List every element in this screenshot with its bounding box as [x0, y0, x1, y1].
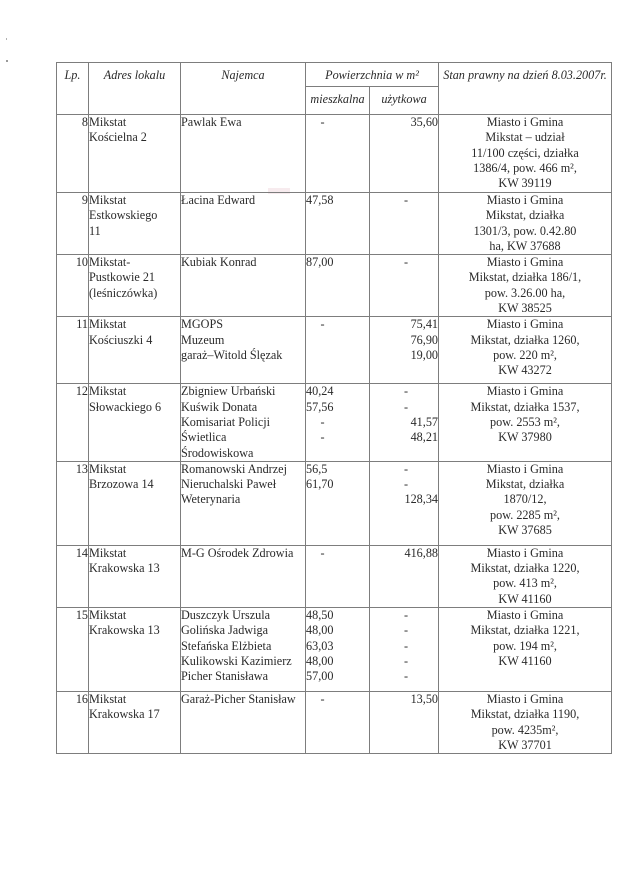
col-usable-header: użytkowa [370, 87, 439, 115]
residential-area-cell [306, 461, 370, 545]
usable-area-cell-line: 41,57 [410, 414, 438, 429]
lease-table [56, 62, 612, 754]
usable-area-cell-line: - [403, 638, 409, 653]
usable-area-cell-line: 416,88 [404, 545, 438, 560]
address-cell [89, 692, 181, 754]
usable-area-cell [370, 545, 439, 607]
legal-status-cell-line: Mikstat – udział [485, 130, 565, 145]
tenant-cell-line: Komisariat Policji [181, 414, 271, 429]
address-cell-line: Krakowska 17 [89, 707, 160, 722]
residential-area-cell-line: - [320, 430, 325, 445]
residential-area-cell-line: 47,58 [306, 193, 334, 207]
tenant-cell-line: Garaż-Picher Stanisław [181, 692, 296, 707]
address-cell [89, 317, 181, 384]
col-legal-status-header: Stan prawny na dzień 8.03.2007r. [439, 63, 612, 115]
residential-area-cell [306, 255, 370, 317]
tenant-cell-line: Kuświk Donata [181, 399, 258, 414]
usable-area-cell [370, 317, 439, 384]
tenant-cell-line: Kulikowski Kazimierz [181, 653, 292, 668]
legal-status-cell-line: pow. 220 m², [493, 347, 557, 362]
legal-status-cell-line: KW 39119 [498, 176, 552, 191]
address-cell-line: Słowackiego 6 [89, 399, 162, 414]
address-cell-line: Mikstat [89, 317, 127, 332]
tenant-cell-line: Duszczyk Urszula [181, 608, 271, 623]
table-body [57, 115, 612, 754]
address-cell-line: Pustkowie 21 [89, 270, 156, 285]
residential-area-cell-line: - [320, 545, 325, 560]
usable-area-cell [370, 193, 439, 255]
legal-status-cell [439, 692, 612, 754]
tenant-cell-line: Muzeum [181, 332, 225, 347]
tenant-cell-line: Pawlak Ewa [181, 115, 242, 129]
row-number [57, 115, 89, 193]
row-number-line: 15 [75, 608, 88, 623]
address-cell-line: Mikstat [89, 461, 127, 476]
tenant-cell-line: Stefańska Elżbieta [181, 638, 272, 653]
row-number-line: 13 [75, 461, 88, 476]
residential-area-cell-line: 48,00 [306, 623, 334, 638]
row-number-line: 16 [75, 692, 88, 707]
address-cell [89, 545, 181, 607]
legal-status-cell-line: pow. 2553 m², [490, 414, 560, 429]
row-number [57, 384, 89, 461]
table-row [57, 545, 612, 607]
table-row [57, 608, 612, 692]
tenant-cell-line: Weterynaria [181, 492, 241, 507]
tenant-cell-line: garaż–Witold Ślęzak [181, 347, 283, 362]
tenant-cell [181, 193, 306, 255]
legal-status-cell-line: Miasto i Gmina [486, 384, 564, 399]
table-row [57, 255, 612, 317]
usable-area-cell-line: - [403, 461, 409, 476]
usable-area-cell [370, 115, 439, 193]
usable-area-cell-line: - [403, 669, 409, 684]
tenant-cell-line: Łacina Edward [181, 193, 256, 207]
address-cell-line: Krakowska 13 [89, 561, 160, 576]
legal-status-cell [439, 317, 612, 384]
address-cell-line: Mikstat [89, 545, 127, 560]
usable-area-cell-line: - [403, 384, 409, 399]
row-number [57, 317, 89, 384]
tenant-cell [181, 545, 306, 607]
legal-status-cell [439, 115, 612, 193]
residential-area-cell-line: 56,5 [306, 461, 328, 476]
tenant-cell-line: MGOPS [181, 317, 223, 332]
residential-area-cell-line: 87,00 [306, 255, 334, 270]
residential-area-cell-line: 57,56 [306, 399, 334, 414]
address-cell-line: Mikstat [89, 115, 127, 129]
row-number [57, 193, 89, 255]
usable-area-cell-line: 35,60 [410, 115, 438, 129]
usable-area-cell-line: - [403, 477, 409, 492]
address-cell [89, 384, 181, 461]
usable-area-cell [370, 692, 439, 754]
usable-area-cell [370, 608, 439, 692]
tenant-cell-line: Nieruchalski Paweł [181, 477, 277, 492]
usable-area-cell [370, 255, 439, 317]
legal-status-cell-line: 11/100 części, działka [471, 145, 579, 160]
row-number-line: 9 [81, 193, 88, 207]
legal-status-cell-line: Miasto i Gmina [486, 317, 564, 332]
usable-area-cell-line: - [403, 608, 409, 623]
residential-area-cell-line: 63,03 [306, 638, 334, 653]
tenant-cell [181, 608, 306, 692]
scan-speck [6, 38, 7, 40]
legal-status-cell-line: KW 43272 [498, 363, 552, 378]
usable-area-cell-line: 128,34 [404, 492, 438, 507]
tenant-cell-line: Zbigniew Urbański [181, 384, 276, 399]
usable-area-cell-line: 75,41 [410, 317, 438, 332]
legal-status-cell-line: Mikstat, działka 1220, [470, 561, 580, 576]
legal-status-cell-line: Miasto i Gmina [486, 115, 564, 129]
address-cell [89, 255, 181, 317]
row-number-line: 12 [75, 384, 88, 399]
residential-area-cell [306, 193, 370, 255]
col-area-header: Powierzchnia w m² [306, 63, 439, 87]
tenant-cell-line: Picher Stanisława [181, 669, 268, 684]
residential-area-cell-line: - [320, 115, 325, 129]
address-cell [89, 115, 181, 193]
usable-area-cell-line: - [403, 399, 409, 414]
residential-area-cell-line: 61,70 [306, 477, 334, 492]
usable-area-cell-line: 19,00 [410, 347, 438, 362]
row-number [57, 255, 89, 317]
tenant-cell-line: Kubiak Konrad [181, 255, 257, 270]
legal-status-cell-line: Mikstat, działka 1260, [470, 332, 580, 347]
tenant-cell [181, 461, 306, 545]
row-number-line: 8 [81, 115, 88, 129]
row-number-line: 14 [75, 545, 88, 560]
usable-area-cell-line: - [403, 653, 409, 668]
legal-status-cell-line: ha, KW 37688 [489, 238, 561, 253]
legal-status-cell-line: 1301/3, pow. 0.42.80 [473, 223, 577, 238]
address-cell-line: Brzozowa 14 [89, 477, 154, 492]
legal-status-cell-line: Miasto i Gmina [486, 193, 564, 207]
legal-status-cell-line: pow. 413 m², [493, 576, 557, 591]
legal-status-cell-line: pow. 2285 m², [490, 507, 560, 522]
address-cell-line: Kościelna 2 [89, 130, 147, 145]
row-number-line: 10 [75, 255, 88, 270]
legal-status-cell-line: Mikstat, działka 186/1, [468, 270, 582, 285]
address-cell-line: Estkowskiego [89, 208, 158, 223]
legal-status-cell-line: KW 37980 [498, 430, 552, 445]
legal-status-cell-line: KW 41160 [498, 653, 552, 668]
address-cell-line: Krakowska 13 [89, 623, 160, 638]
residential-area-cell-line: - [320, 692, 325, 707]
residential-area-cell [306, 317, 370, 384]
legal-status-cell-line: KW 41160 [498, 591, 552, 606]
tenant-cell-line: Romanowski Andrzej [181, 461, 287, 476]
legal-status-cell-line: Miasto i Gmina [486, 692, 564, 707]
tenant-cell-line: Golińska Jadwiga [181, 623, 268, 638]
table-row [57, 461, 612, 545]
legal-status-cell-line: pow. 4235m², [491, 722, 559, 737]
row-number [57, 461, 89, 545]
address-cell [89, 461, 181, 545]
address-cell [89, 608, 181, 692]
col-tenant-header: Najemca [181, 63, 306, 115]
address-cell-line: Mikstat [89, 608, 127, 623]
legal-status-cell-line: 1870/12, [503, 492, 547, 507]
legal-status-cell-line: pow. 194 m², [493, 638, 557, 653]
tenant-cell-line: Środowiskowa [181, 445, 254, 460]
table-row [57, 193, 612, 255]
usable-area-cell-line: - [403, 255, 409, 270]
tenant-cell-line: M-G Ośrodek Zdrowia [181, 545, 294, 560]
usable-area-cell [370, 384, 439, 461]
residential-area-cell [306, 115, 370, 193]
legal-status-cell [439, 608, 612, 692]
residential-area-cell-line: 57,00 [306, 669, 334, 684]
usable-area-cell-line: - [403, 623, 409, 638]
legal-status-cell-line: Mikstat, działka 1221, [470, 623, 580, 638]
header-row [57, 63, 612, 87]
usable-area-cell-line: 13,50 [410, 692, 438, 707]
legal-status-cell-line: 1386/4, pow. 466 m², [473, 160, 577, 175]
address-cell [89, 193, 181, 255]
legal-status-cell-line: Miasto i Gmina [486, 255, 564, 270]
residential-area-cell-line: - [320, 414, 325, 429]
tenant-cell-line: Świetlica [181, 430, 227, 445]
usable-area-cell [370, 461, 439, 545]
address-cell-line: Kościuszki 4 [89, 332, 153, 347]
legal-status-cell [439, 384, 612, 461]
legal-status-cell-line: KW 37685 [498, 523, 552, 538]
residential-area-cell [306, 545, 370, 607]
scan-speck [6, 60, 8, 62]
table-row [57, 115, 612, 193]
residential-area-cell-line: 40,24 [306, 384, 334, 399]
col-lp-header: Lp. [57, 63, 89, 115]
col-residential-header: mieszkalna [306, 87, 370, 115]
legal-status-cell-line: Mikstat, działka [485, 208, 565, 223]
address-cell-line: (leśniczówka) [89, 285, 158, 300]
residential-area-cell-line: 48,50 [306, 608, 334, 623]
legal-status-cell-line: Miasto i Gmina [486, 608, 564, 623]
col-address-header: Adres lokalu [89, 63, 181, 115]
usable-area-cell-line: 76,90 [410, 332, 438, 347]
legal-status-cell-line: KW 37701 [498, 737, 552, 752]
legal-status-cell-line: KW 38525 [498, 301, 552, 316]
residential-area-cell-line: 48,00 [306, 653, 334, 668]
table-row [57, 317, 612, 384]
usable-area-cell-line: 48,21 [410, 430, 438, 445]
row-number [57, 545, 89, 607]
address-cell-line: Mikstat [89, 384, 127, 399]
row-number [57, 608, 89, 692]
residential-area-cell [306, 692, 370, 754]
usable-area-cell-line: - [403, 193, 409, 207]
legal-status-cell-line: Mikstat, działka 1190, [470, 707, 580, 722]
residential-area-cell-line: - [320, 317, 325, 332]
tenant-cell [181, 255, 306, 317]
tenant-cell [181, 692, 306, 754]
residential-area-cell [306, 608, 370, 692]
residential-area-cell [306, 384, 370, 461]
legal-status-cell-line: pow. 3.26.00 ha, [484, 285, 566, 300]
table-row [57, 384, 612, 461]
address-cell-line: 11 [89, 223, 101, 238]
legal-status-cell-line: Miasto i Gmina [486, 545, 564, 560]
address-cell-line: Mikstat [89, 692, 127, 707]
legal-status-cell-line: Mikstat, działka [485, 477, 565, 492]
table-row [57, 692, 612, 754]
legal-status-cell-line: Mikstat, działka 1537, [470, 399, 580, 414]
address-cell-line: Mikstat [89, 193, 127, 207]
legal-status-cell [439, 545, 612, 607]
row-number [57, 692, 89, 754]
legal-status-cell-line: Miasto i Gmina [486, 461, 564, 476]
address-cell-line: Mikstat- [89, 255, 131, 270]
row-number-line: 11 [76, 317, 88, 332]
legal-status-cell [439, 193, 612, 255]
legal-status-cell [439, 255, 612, 317]
legal-status-cell [439, 461, 612, 545]
